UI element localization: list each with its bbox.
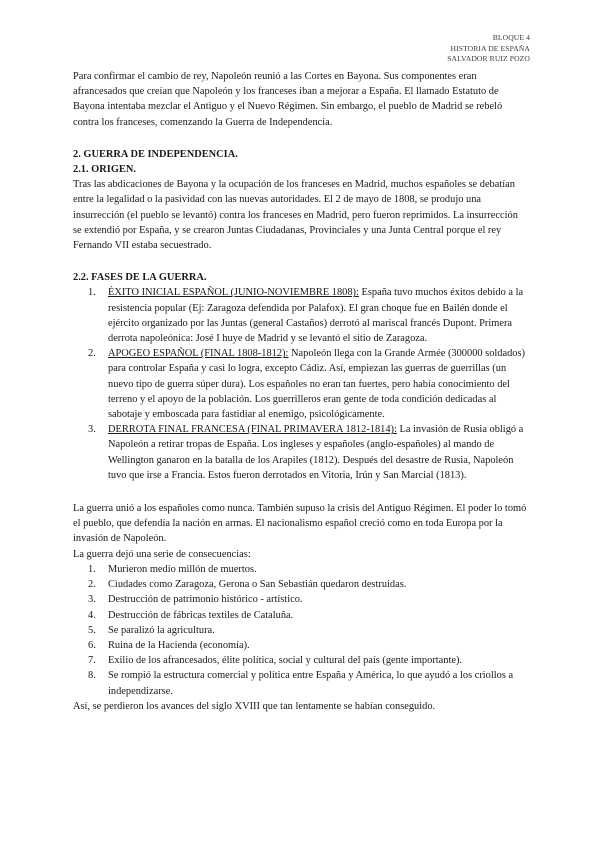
list-number: 2. bbox=[88, 579, 96, 591]
consecuencia-item bbox=[73, 653, 527, 668]
list-number: 3. bbox=[88, 594, 96, 606]
list-number: 3. bbox=[88, 424, 96, 436]
consecuencia-text: Destrucción de fábricas textiles de Cataluña. bbox=[108, 609, 294, 621]
consecuencia-item bbox=[73, 638, 527, 653]
list-number: 4. bbox=[88, 609, 96, 621]
list-number: 8. bbox=[88, 670, 96, 682]
consecuencia-text: Se paralizó la agricultura. bbox=[108, 624, 215, 636]
consecuencias-list bbox=[73, 562, 527, 699]
fase-text: La invasión de Rusia obligó a Napoleón a retirar tropas de España. Los ingleses y españoles (anglo-españoles) al mando de Wellington ganaron en la batalla de los Arapiles (1812). Después del desastre de Rusia, Napoleón tuvo que irse a Francia. Estos fueron derrotados en Vitoria, Irún y San Marcial (1813). bbox=[108, 424, 524, 481]
consecuencia-item bbox=[73, 623, 527, 638]
origen-paragraph: Tras las abdicaciones de Bayona y la ocupación de los franceses en Madrid, muchos españoles se debatían entre la legalidad o la pasividad con las nuevas autoridades. El 2 de mayo de 1808, se produjo una insurrección (el pueblo se levantó) contra los franceses en Madrid, pero fueron reprimidos. La insurrección se extendió por España, y se crearon Juntas Ciudadanas, Provinciales y una Junta Central porque el rey Fernando VII estaba secuestrado. bbox=[73, 179, 518, 252]
consecuencia-text: Destrucción de patrimonio histórico - artístico. bbox=[108, 594, 303, 606]
consecuencias-intro: La guerra dejó una serie de consecuencias: bbox=[73, 548, 251, 560]
page-header bbox=[447, 33, 530, 65]
subsection-origen-title: 2.1. ORIGEN. bbox=[73, 164, 136, 176]
list-number: 5. bbox=[88, 624, 96, 636]
consecuencia-text: Ruina de la Hacienda (economía). bbox=[108, 639, 250, 651]
consecuencia-text: Ciudades como Zaragoza, Gerona o San Sebastián quedaron destruidas. bbox=[108, 579, 407, 591]
closing-paragraph: Así, se perdieron los avances del siglo XVIII que tan lentamente se habían conseguido. bbox=[73, 700, 436, 712]
consecuencia-item bbox=[73, 592, 527, 607]
subsection-fases-title: 2.2. FASES DE LA GUERRA. bbox=[73, 272, 207, 284]
fase-heading: APOGEO ESPAÑOL (FINAL 1808-1812): bbox=[108, 348, 289, 360]
consecuencia-item bbox=[73, 608, 527, 623]
header-author: SALVADOR RUIZ POZO bbox=[447, 54, 530, 64]
list-number: 7. bbox=[88, 655, 96, 667]
fase-item bbox=[73, 346, 527, 422]
consecuencia-item bbox=[73, 668, 527, 698]
list-number: 6. bbox=[88, 639, 96, 651]
fase-text: Napoleón llega con la Grande Armée (300000 soldados) para controlar España y casi lo logra, excepto Cádiz. Así, empiezan las guerras de guerrillas (un nuevo tipo de guerra súper dura). Los españoles no eran tan fuertes, pero había conocimiento del terreno y el apoyo de la población. Los guerrilleros eran gente de toda condición dedicadas al sabotaje y emboscada para fastidiar al enemigo, psicológicamente. bbox=[108, 348, 526, 421]
consecuencia-item bbox=[73, 562, 527, 577]
union-paragraph: La guerra unió a los españoles como nunca. También supuso la crisis del Antiguo Régimen. El poder lo tomó el pueblo, que defendía la nación en armas. El nacionalismo español creció como en toda Europa por la invasión de Napoleón. bbox=[73, 503, 527, 545]
header-block: BLOQUE 4 bbox=[492, 33, 530, 42]
intro-paragraph: Para confirmar el cambio de rey, Napoleón reunió a las Cortes en Bayona. Sus componentes eran afrancesados que creían que Napoleón y los franceses iban a mejorar a España. El llamado Estatuto de Bayona intentaba mezclar el Antiguo y el Nuevo Régimen. Sin embargo, el pueblo de Madrid se rebeló contra los franceses, comenzando la Guerra de Independencia. bbox=[73, 71, 503, 128]
consecuencia-text: Exilio de los afrancesados, élite política, social y cultural del país (gente importante). bbox=[108, 655, 463, 667]
fase-heading: ÉXITO INICIAL ESPAÑOL (JUNIO-NOVIEMBRE 1808): bbox=[108, 287, 359, 299]
consecuencia-text: Se rompió la estructura comercial y política entre España y América, lo que ayudó a los criollos a independizarse. bbox=[108, 670, 514, 697]
list-number: 1. bbox=[88, 287, 96, 299]
fase-item bbox=[73, 285, 527, 346]
consecuencia-text: Murieron medio millón de muertos. bbox=[108, 563, 257, 575]
consecuencia-item bbox=[73, 577, 527, 592]
fase-heading: DERROTA FINAL FRANCESA (FINAL PRIMAVERA 1812-1814): bbox=[108, 424, 397, 436]
fase-item bbox=[73, 422, 527, 483]
header-subject: HISTORIA DE ESPAÑA bbox=[450, 43, 530, 53]
section-title: 2. GUERRA DE INDEPENDENCIA. bbox=[73, 148, 238, 160]
document-body bbox=[73, 69, 527, 714]
list-number: 1. bbox=[88, 563, 96, 575]
list-number: 2. bbox=[88, 348, 96, 360]
fase-text: España tuvo muchos éxitos debido a la resistencia popular (Ej: Zaragoza defendida por Palafox). El gran choque fue en Bailén donde el ejército organizado por las Juntas (general Castaños) derrotó al mariscal francés Dupont. Primera derrota napoleónica: José I huye de Madrid y se levantó el sitio de Zaragoza. bbox=[108, 287, 524, 345]
fases-list bbox=[73, 285, 527, 483]
